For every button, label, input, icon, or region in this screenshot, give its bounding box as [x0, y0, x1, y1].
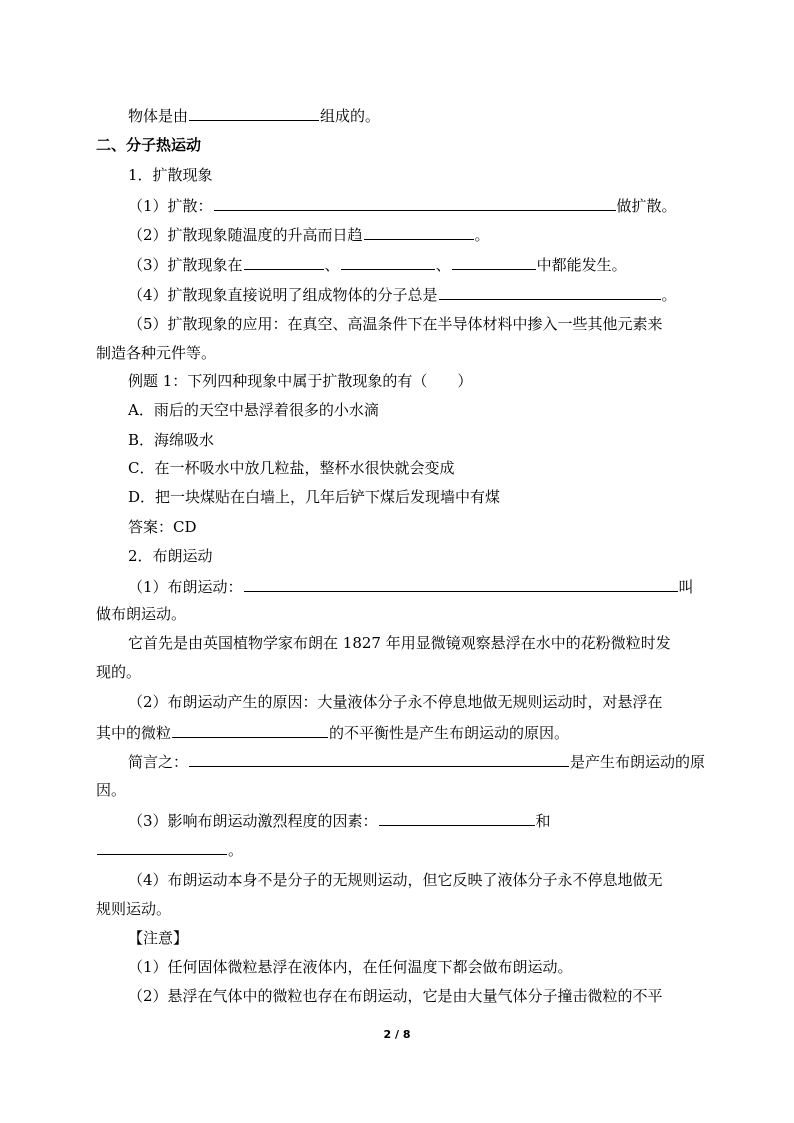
text-line: 规则运动。 — [96, 900, 172, 918]
fill-blank — [452, 254, 536, 270]
text-line — [96, 224, 696, 244]
example-question: 例题 1：下列四种现象中属于扩散现象的有（ ） — [128, 372, 473, 390]
text-span: 组成的。 — [320, 107, 381, 125]
fill-blank — [244, 576, 678, 592]
text-span: 、 — [435, 256, 451, 274]
text-span: 。 — [228, 841, 244, 859]
text-line — [96, 284, 696, 304]
answer: 答案：CD — [128, 518, 197, 536]
fill-blank — [439, 284, 661, 300]
note-item: （1）任何固体微粒悬浮在液体内，在任何温度下都会做布朗运动。 — [128, 958, 573, 976]
text-span: 。 — [474, 226, 490, 244]
option-c: C．在一杯吸水中放几粒盐，整杯水很快就会变成 — [128, 459, 455, 477]
text-line — [96, 722, 696, 742]
page-number: 2 / 8 — [383, 1028, 411, 1041]
text-line: 现的。 — [96, 663, 142, 681]
fill-blank — [364, 224, 474, 240]
fill-blank — [189, 105, 319, 121]
text-span: 、 — [324, 256, 340, 274]
text-line: （2）布朗运动产生的原因：大量液体分子永不停息地做无规则运动时，对悬浮在 — [128, 693, 663, 711]
fill-blank — [214, 195, 616, 211]
text-line: 它首先是由英国植物学家布朗在 1827 年用显微镜观察悬浮在水中的花粉微粒时发 — [128, 634, 671, 652]
text-line: （4）布朗运动本身不是分子的无规则运动，但它反映了液体分子永不停息地做无 — [128, 871, 663, 889]
text-line — [96, 254, 696, 274]
option-b: B．海绵吸水 — [128, 431, 215, 449]
subsection-heading: 1．扩散现象 — [128, 166, 213, 184]
fill-blank — [244, 254, 324, 270]
text-line — [96, 751, 706, 771]
text-line — [96, 195, 696, 215]
text-line — [96, 810, 696, 830]
fill-blank — [341, 254, 435, 270]
text-line: 因。 — [96, 781, 127, 799]
text-line: 做布朗运动。 — [96, 605, 187, 623]
text-span: （1）扩散： — [128, 197, 213, 215]
subsection-heading: 2．布朗运动 — [128, 547, 213, 565]
text-span: 叫 — [678, 578, 694, 596]
text-span: 的不平衡性是产生布朗运动的原因。 — [329, 724, 570, 742]
text-span: 简言之： — [128, 753, 189, 771]
text-span: 中都能发生。 — [536, 256, 627, 274]
text-span: 和 — [535, 812, 551, 830]
text-span: （1）布朗运动： — [128, 578, 243, 596]
option-a: A．雨后的天空中悬浮着很多的小水滴 — [128, 401, 379, 419]
text-span: 。 — [661, 286, 677, 304]
text-span: 是产生布朗运动的原 — [570, 753, 706, 771]
text-line: 制造各种元件等。 — [96, 344, 217, 362]
fill-blank — [189, 751, 569, 767]
text-line — [96, 105, 696, 125]
fill-blank — [379, 810, 535, 826]
text-span: （3）影响布朗运动激烈程度的因素： — [128, 812, 378, 830]
note-item: （2）悬浮在气体中的微粒也存在布朗运动，它是由大量气体分子撞击微粒的不平 — [128, 987, 663, 1005]
fill-blank — [97, 839, 227, 855]
note-heading: 【注意】 — [128, 929, 189, 947]
text-line: （5）扩散现象的应用：在真空、高温条件下在半导体材料中掺入一些其他元素来 — [128, 315, 663, 333]
fill-blank — [172, 722, 328, 738]
section-heading: 二、分子热运动 — [96, 136, 202, 154]
text-span: （4）扩散现象直接说明了组成物体的分子总是 — [128, 286, 438, 304]
text-span: 物体是由 — [128, 107, 189, 125]
text-span: 其中的微粒 — [96, 724, 172, 742]
text-line — [96, 576, 696, 596]
text-span: （2）扩散现象随温度的升高而日趋 — [128, 226, 363, 244]
text-span: 做扩散。 — [616, 197, 677, 215]
text-span: （3）扩散现象在 — [128, 256, 243, 274]
option-d: D．把一块煤贴在白墙上，几年后铲下煤后发现墙中有煤 — [128, 488, 501, 506]
text-line — [96, 839, 696, 859]
